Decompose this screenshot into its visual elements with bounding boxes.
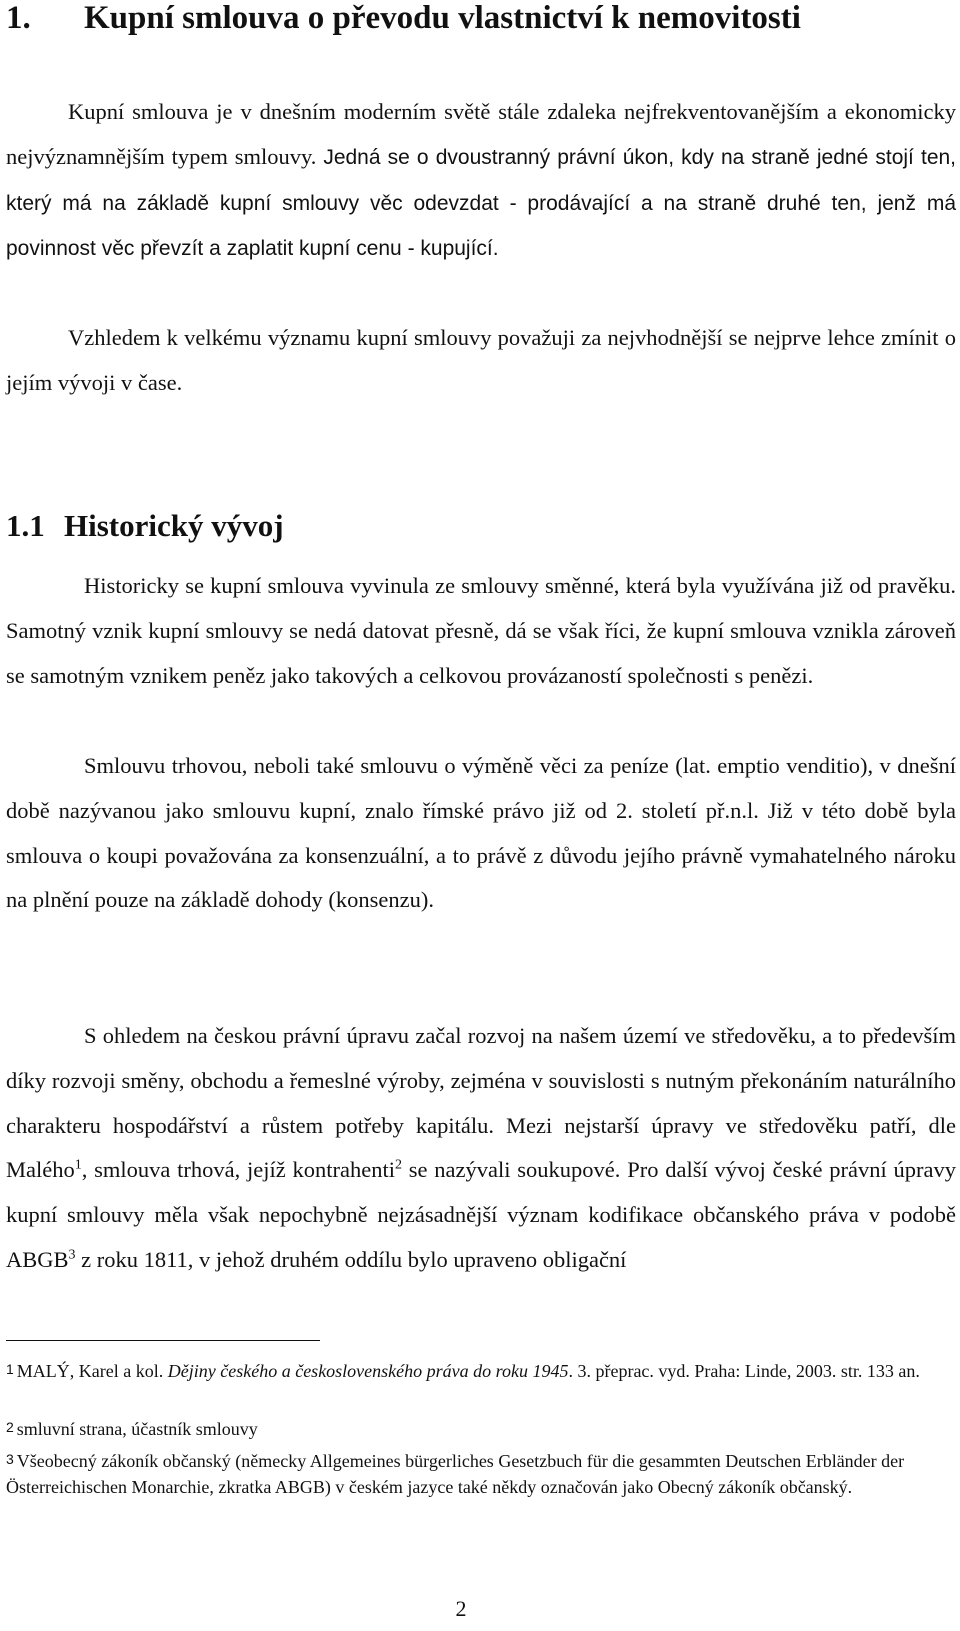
footnote-1-number: 1 — [6, 1361, 14, 1377]
footnote-2-text: smluvní strana, účastník smlouvy — [16, 1419, 258, 1439]
footnote-ref-2: 2 — [395, 1157, 403, 1173]
history-paragraph-2: Smlouvu trhovou, neboli také smlouvu o výměně věci za peníze (lat. emptio venditio), v dnešní době nazývanou jako smlouvu kupní, znalo římské právo již od 2. století př.n.l. Již v této době byla smlouva o koupi považována za konsenzuální, a to právě z důvodu jejího právně vymahatelného nároku na plnění pouze na základě dohody (konsenzu). — [6, 753, 956, 913]
footnote-ref-1: 1 — [74, 1157, 82, 1173]
footnote-2 — [6, 1414, 956, 1442]
footnote-1-author: MALÝ, Karel a kol. — [16, 1361, 168, 1381]
intro-paragraph-1-sans: Jedná se o dvoustranný právní úkon, kdy na straně jedné stojí ten, který má na základě kupní smlouvy věc odevzdat - prodávající a na straně druhé ten, jenž má povinnost věc převzít a zaplatit kupní cenu - kupující. — [6, 145, 957, 261]
section-number: 1.1 — [6, 508, 45, 543]
history-paragraph-3 — [6, 1014, 956, 1283]
section-title: Historický vývoj — [64, 508, 284, 543]
footnote-2-number: 2 — [6, 1419, 14, 1435]
footnote-1-book-title: Dějiny českého a československého práva do roku 1945 — [167, 1361, 569, 1381]
history-paragraph-3-part-d: z roku 1811, v jehož druhém oddílu bylo upraveno obligační — [75, 1246, 627, 1272]
section-heading — [6, 508, 956, 544]
history-paragraph-3-part-b: , smlouva trhová, jejíž kontrahenti — [81, 1157, 396, 1183]
history-paragraph-3-part-a: S ohledem na českou právní úpravu začal rozvoj na našem území ve středověku, a to především díky rozvoji směny, obchodu a řemeslné výroby, zejména v souvislosti s nutným překonáním naturálního charakteru hospodářství a růstem potřeby kapitálu. Mezi nejstarší úpravy ve středověku patří, dle Malého — [6, 1023, 956, 1183]
chapter-title: Kupní smlouva o převodu vlastnictví k nemovitosti — [84, 0, 801, 36]
footnote-3-number: 3 — [6, 1451, 14, 1467]
page-number: 2 — [455, 1596, 467, 1621]
footnote-1-publication: . 3. přeprac. vyd. Praha: Linde, 2003. str. 133 an. — [568, 1361, 920, 1381]
chapter-heading — [6, 0, 956, 36]
footnote-3 — [6, 1446, 956, 1500]
document-page — [6, 0, 956, 1631]
intro-paragraph-1 — [6, 90, 956, 272]
footnote-1 — [6, 1356, 956, 1384]
footnote-3-text: Všeobecný zákoník občanský (německy Allgemeines bürgerliches Gesetzbuch für die gesammten Deutschen Erbländer der Österreichischen Monarchie, zkratka ABGB) v českém jazyce také někdy označován jako Obecný zákoník občanský. — [6, 1451, 905, 1497]
history-paragraph-3-part-c: se nazývali soukupové. Pro další vývoj české právní úpravy kupní smlouvy měla však nepochybně nejzásadnější význam kodifikace občanského práva v podobě ABGB — [6, 1157, 956, 1272]
history-paragraph-1: Historicky se kupní smlouva vyvinula ze smlouvy směnné, která byla využívána již od pravěku. Samotný vznik kupní smlouvy se nedá datovat přesně, dá se však říci, že kupní smlouva vznikla zároveň se samotným vznikem peněz jako takových a celkovou provázaností společnosti s penězi. — [6, 573, 956, 688]
footnote-separator — [6, 1340, 320, 1341]
chapter-number: 1. — [6, 0, 31, 36]
footnote-ref-3: 3 — [68, 1247, 76, 1263]
intro-paragraph-2: Vzhledem k velkému významu kupní smlouvy považuji za nejvhodnější se nejprve lehce zmínit o jejím vývoji v čase. — [6, 325, 956, 395]
intro-paragraph-1-serif: Kupní smlouva je v dnešním moderním světě stále zdaleka nejfrekventovanějším a ekonomicky nejvýznamnějším typem smlouvy. — [6, 99, 956, 169]
